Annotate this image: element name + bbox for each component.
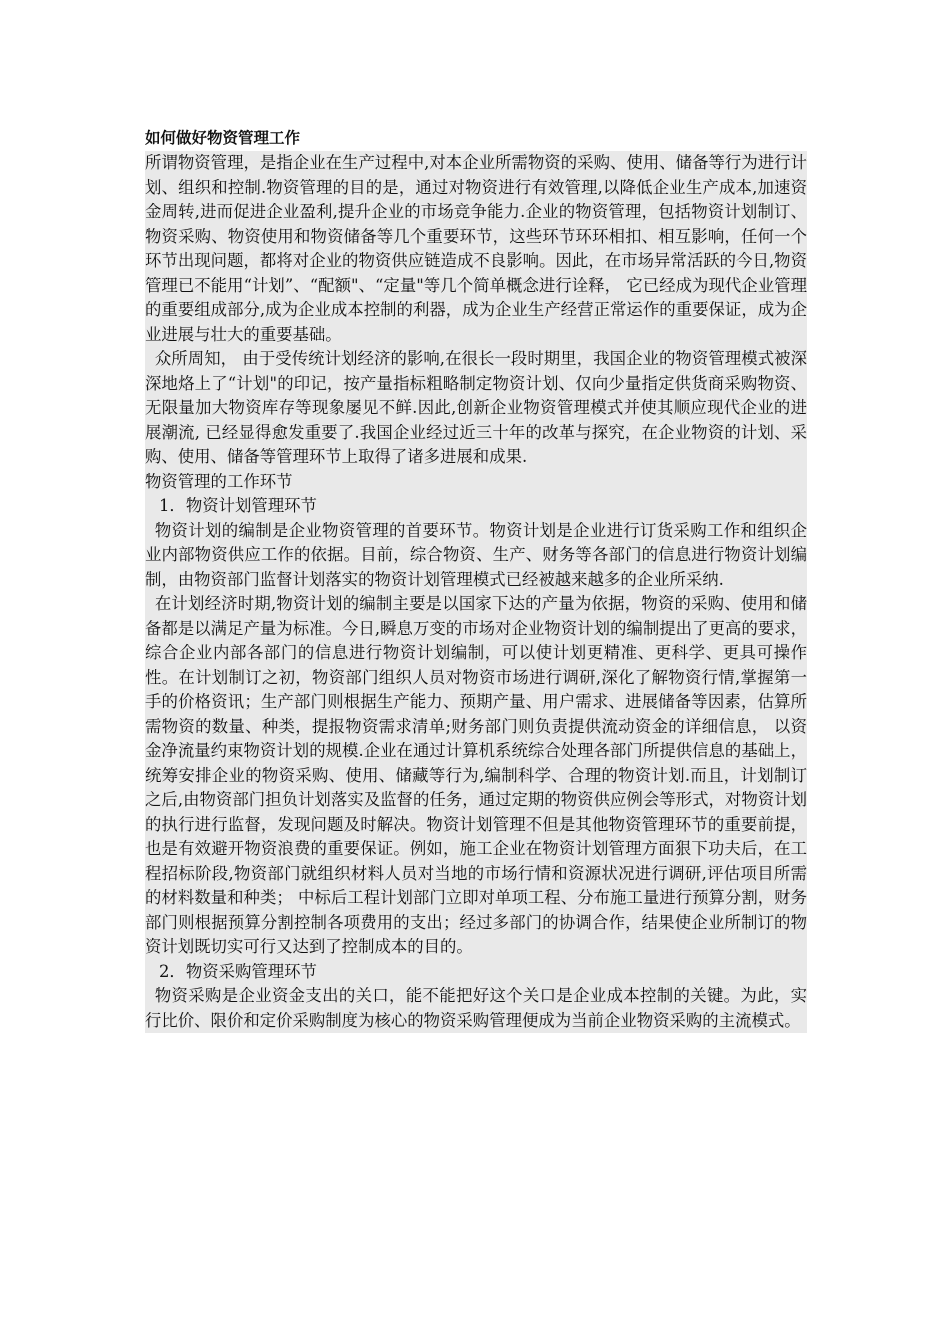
document-title: 如何做好物资管理工作 (145, 129, 301, 147)
subsection-heading-purchasing: 2．物资采购管理环节 (159, 961, 317, 981)
document-body (145, 127, 807, 1033)
paragraph-background: 众所周知， 由于受传统计划经济的影响,在很长一段时期里，我国企业的物资管理模式被深深地烙上了“计划"的印记，按产量指标粗略制定物资计划、仅向少量指定供货商采购物资、无限量加大物资库存等现象屡见不鲜.因此,创新企业物资管理模式并使其顺应现代企业的进展潮流, 已经显得愈发重要了.我国企业经过近三十年的改革与探究，在企业物资的计划、采购、使用、储备等管理环节上取得了诸多进展和成果. (145, 349, 807, 466)
paragraph-purchasing: 物资采购是企业资金支出的关口，能不能把好这个关口是企业成本控制的关键。为此，实行比价、限价和定价采购制度为核心的物资采购管理便成为当前企业物资采购的主流模式。 (145, 986, 807, 1030)
paragraph-intro: 所谓物资管理，是指企业在生产过程中,对本企业所需物资的采购、使用、储备等行为进行计划、组织和控制.物资管理的目的是，通过对物资进行有效管理,以降低企业生产成本,加速资金周转,进而促进企业盈利,提升企业的市场竞争能力.企业的物资管理，包括物资计划制订、物资采购、物资使用和物资储备等几个重要环节，这些环节环环相扣、相互影响，任何一个环节出现问题，都将对企业的物资供应链造成不良影响。因此，在市场异常活跃的今日,物资管理已不能用“计划”、“配额"、“定量"等几个简单概念进行诠释， 它已经成为现代企业管理的重要组成部分,成为企业成本控制的利器，成为企业生产经营正常运作的重要保证，成为企业进展与壮大的重要基础。 (145, 153, 807, 344)
subsection-heading-planning: 1．物资计划管理环节 (159, 496, 317, 515)
paragraph-planning-2: 在计划经济时期,物资计划的编制主要是以国家下达的产量为依据，物资的采购、使用和储备都是以满足产量为标准。今日,瞬息万变的市场对企业物资计划的编制提出了更高的要求，综合企业内部各部门的信息进行物资计划编制，可以使计划更精准、更科学、更具可操作性。在计划制订之初，物资部门组织人员对物资市场进行调研,深化了解物资行情,掌握第一手的价格资讯；生产部门则根据生产能力、预期产量、用户需求、进展储备等因素，估算所需物资的数量、种类，提报物资需求清单;财务部门则负责提供流动资金的详细信息， 以资金净流量约束物资计划的规模.企业在通过计算机系统综合处理各部门所提供信息的基础上，统筹安排企业的物资采购、使用、储藏等行为,编制科学、合理的物资计划.而且，计划制订之后,由物资部门担负计划落实及监督的任务，通过定期的物资供应例会等形式，对物资计划的执行进行监督，发现问题及时解决。物资计划管理不但是其他物资管理环节的重要前提，也是有效避开物资浪费的重要保证。例如，施工企业在物资计划管理方面狠下功夫后，在工程招标阶段,物资部门就组织材料人员对当地的市场行情和资源状况进行调研,评估项目所需的材料数量和种类； 中标后工程计划部门立即对单项工程、分布施工量进行预算分割，财务部门则根据预算分割控制各项费用的支出；经过多部门的协调合作，结果使企业所制订的物资计划既切实可行又达到了控制成本的目的。 (145, 594, 807, 956)
paragraph-planning-1: 物资计划的编制是企业物资管理的首要环节。物资计划是企业进行订货采购工作和组织企业内部物资供应工作的依据。目前，综合物资、生产、财务等各部门的信息进行物资计划编制，由物资部门监督计划落实的物资计划管理模式已经被越来越多的企业所采纳. (145, 520, 807, 589)
section-heading: 物资管理的工作环节 (145, 471, 293, 491)
highlighted-content (145, 151, 807, 1033)
